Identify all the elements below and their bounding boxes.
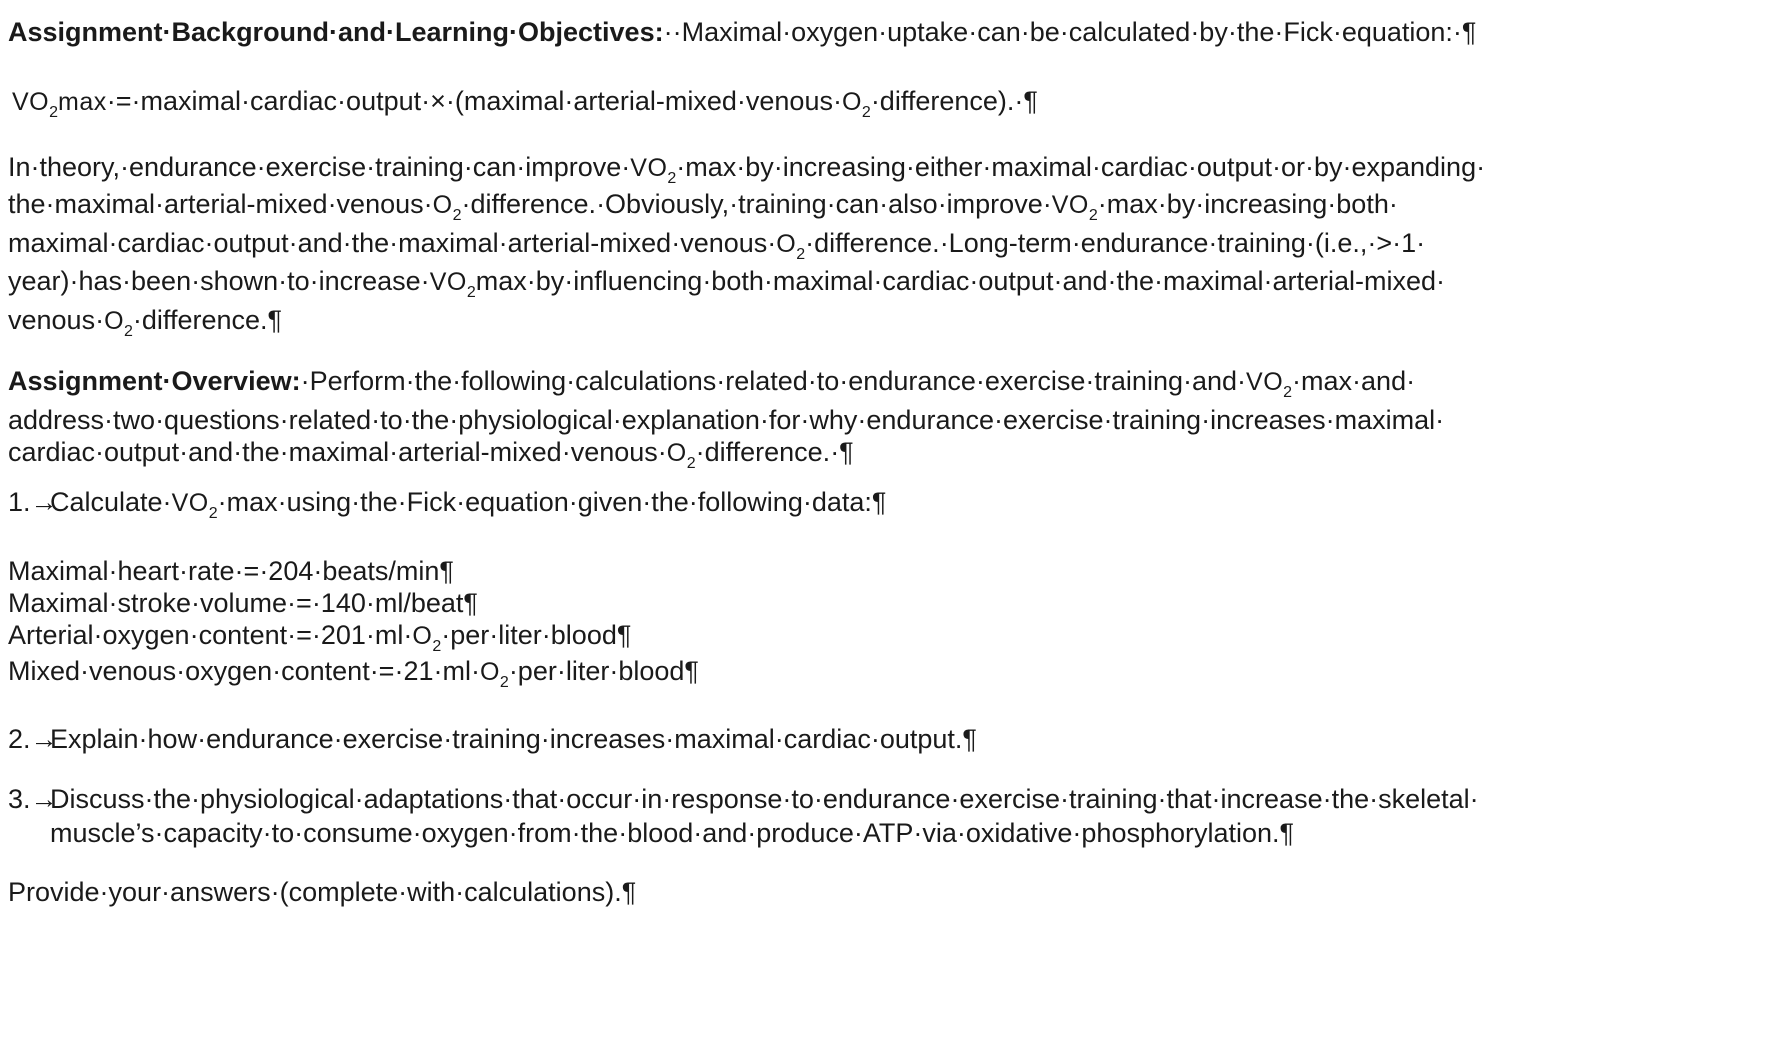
closing-instruction: Provide·your·answers·(complete·with·calculations).¶	[8, 877, 637, 907]
o2-symbol: $O_2$	[479, 658, 509, 691]
data-heart-rate: Maximal·heart·rate·=·204·beats/min¶	[8, 556, 454, 586]
vo2-symbol: $VO_2$	[171, 489, 218, 522]
question-2: 2.→Explain·how·endurance·exercise·training·increases·maximal·cardiac·output.¶	[8, 721, 977, 757]
vo2-symbol: $VO_2$	[429, 268, 476, 301]
background-paragraph-line-4: $year)\cdot has\cdot been\cdot shown\cdot to\cdot increase\cdot VO_2\max\cdot by\cdot influencing\cdot both\cdot maximal\cdot cardiac\cdot output\cdot and\cdot the\cdot maximal\cdot arterial-mixed\cdot$	[8, 266, 1446, 301]
vo2-symbol: $VO_2$	[1051, 191, 1098, 224]
o2-symbol: $O_2$	[776, 230, 806, 263]
question-1-number: 1.→	[8, 487, 58, 517]
background-paragraph-line-5: $venous\cdot O_2\cdot difference.\P$	[8, 305, 283, 340]
o2-symbol: $O_2$	[841, 88, 871, 121]
overview-line-3: $cardiac\cdot output\cdot and\cdot the\cdot maximal\cdot arterial-mixed\cdot venous\cdot O_2\cdot difference.\cdot\P$	[8, 437, 854, 472]
background-paragraph-line-3: $maximal\cdot cardiac\cdot output\cdot and\cdot the\cdot maximal\cdot arterial-mixed\cdot venous\cdot O_2\cdot difference.\cdot Long-term\cdot endurance\cdot training\cdot(i.e.,\cdot>\cdot 1\cdot$	[8, 228, 1426, 263]
question-3-line-1: 3.→Discuss·the·physiological·adaptations·that·occur·in·response·to·endurance·exercise·training·that·increase·the·skeletal·	[8, 781, 1479, 817]
vo2-symbol: $VO_2\max$	[12, 88, 107, 121]
background-heading: Assignment·Background·and·Learning·Objectives:	[8, 17, 664, 47]
o2-symbol: $O_2$	[104, 307, 133, 340]
overview-line-1: $Assignment\cdot Overview:\cdot Perform\cdot the\cdot following\cdot calculations\cdot related\cdot to\cdot endurance\cdot exercise\cdot training\cdot and\cdot VO_2\cdot\max\cdot and\cdot$	[8, 366, 1416, 401]
overview-heading: Assignment·Overview:	[8, 366, 301, 396]
vo2-symbol: $VO_2$	[630, 154, 677, 187]
data-mixed-venous-oxygen: $Mixed\cdot venous\cdot oxygen\cdot content\cdot=\cdot 21\cdot ml\cdot O_2\cdot per\cdot liter\cdot blood\P$	[8, 656, 699, 691]
question-3-line-2: muscle’s·capacity·to·consume·oxygen·from·the·blood·and·produce·ATP·via·oxidative·phosphorylation.¶	[50, 818, 1295, 848]
question-1: $1.\to Calculate\cdot VO_2\cdot\max\cdot using\cdot the\cdot Fick\cdot equation\cdot given\cdot the\cdot following\cdot data:\P$	[8, 484, 886, 520]
question-3-number: 3.→	[8, 784, 58, 814]
background-intro: ··Maximal·oxygen·uptake·can·be·calculated·by·the·Fick·equation:·¶	[663, 17, 1477, 47]
vo2-symbol: $VO_2$	[1246, 368, 1293, 401]
overview-line-2: address·two·questions·related·to·the·physiological·explanation·for·why·endurance·exercise·training·increases·maximal·	[8, 405, 1445, 435]
data-arterial-oxygen: $Arterial\cdot oxygen\cdot content\cdot=\cdot 201\cdot ml\cdot O_2\cdot per\cdot liter\cdot blood\P$	[8, 620, 632, 655]
question-2-number: 2.→	[8, 724, 58, 754]
o2-symbol: $O_2$	[412, 622, 442, 655]
data-stroke-volume: Maximal·stroke·volume·=·140·ml/beat¶	[8, 588, 478, 618]
background-heading-line	[8, 14, 1476, 50]
background-paragraph-line-2: $the\cdot maximal\cdot arterial-mixed\cdot venous\cdot O_2\cdot difference.\cdot Obviously,\cdot training\cdot can\cdot also\cdot improve\cdot VO_2\cdot\max\cdot by\cdot increasing\cdot both\cdot$	[8, 189, 1398, 224]
o2-symbol: $O_2$	[432, 191, 462, 224]
fick-equation: $VO_2\max\cdot=\cdot maximal\cdot cardiac\cdot output\cdot\times\cdot(maximal\cdot arterial-mixed\cdot venous\cdot O_2\cdot difference).\cdot\P$	[12, 86, 1038, 121]
background-paragraph-line-1: $In\cdot theory,\cdot endurance\cdot exercise\cdot training\cdot can\cdot improve\cdot VO_2\cdot\max\cdot by\cdot increasing\cdot either\cdot maximal\cdot cardiac\cdot output\cdot or\cdot by\cdot expanding\cdot$	[8, 152, 1486, 187]
o2-symbol: $O_2$	[666, 439, 696, 472]
